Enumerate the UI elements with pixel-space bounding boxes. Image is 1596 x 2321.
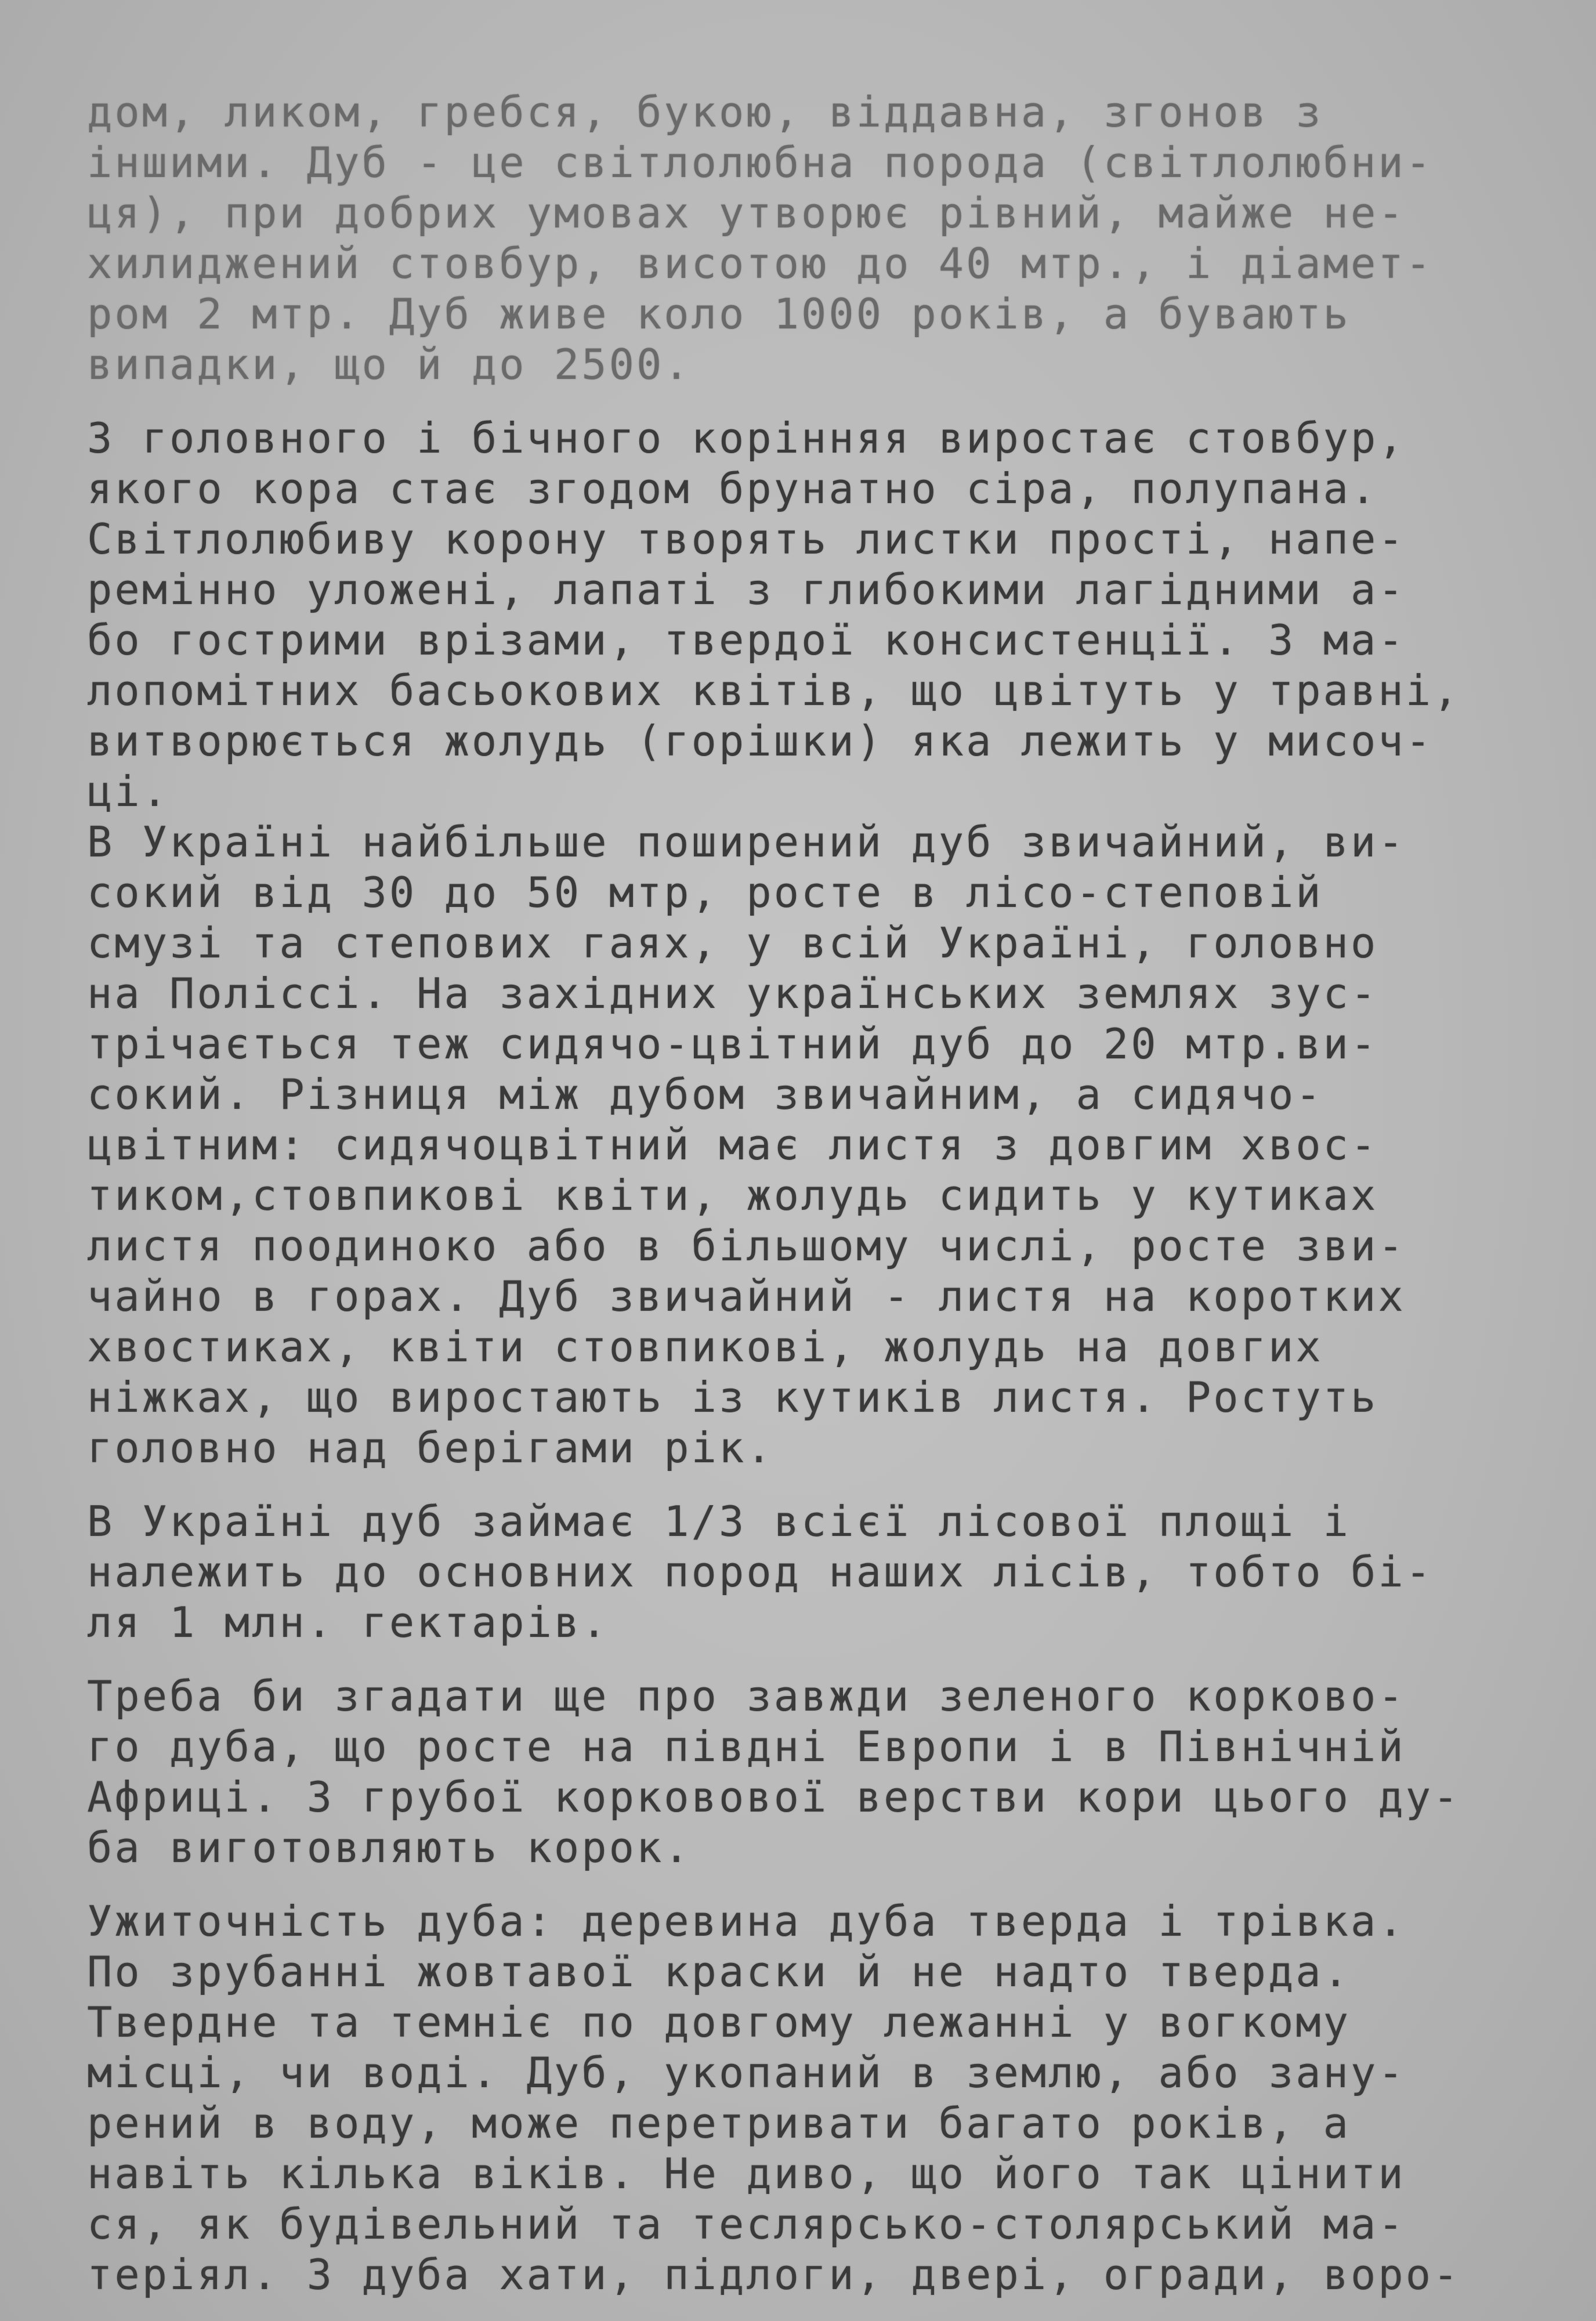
text-line: рений в воду, може перетривати багато років, а: [87, 2099, 1351, 2148]
text-line: якого кора стає згодом брунатно сіра, полупана.: [87, 464, 1378, 513]
text-line: належить до основних пород наших лісів, тобто бі-: [87, 1548, 1434, 1596]
text-line: листя поодиноко або в більшому числі, росте зви-: [87, 1221, 1406, 1270]
text-line: Світлолюбиву корону творять листки прості, напе-: [87, 515, 1406, 563]
text-line: навіть кілька віків. Не диво, що його так цінити: [87, 2149, 1406, 2198]
text-line: Треба би згадати ще про завжди зеленого корково-: [87, 1672, 1406, 1720]
text-line: на Поліссі. На західних українських землях зус-: [87, 969, 1378, 1018]
text-line: го дуба, що росте на півдні Европи і в Північній: [87, 1722, 1406, 1771]
text-line: сокий від 30 до 50 мтр, росте в лісо-степовій: [87, 868, 1323, 917]
text-line: чайно в горах. Дуб звичайний - листя на коротких: [87, 1272, 1406, 1321]
text-line: сокий. Різниця між дубом звичайним, а сидячо-: [87, 1070, 1323, 1119]
text-line: По зрубанні жовтавої краски й не надто тверда.: [87, 1947, 1351, 1996]
text-line: місці, чи воді. Дуб, укопаний в землю, або зану-: [87, 2048, 1406, 2097]
text-line: цвітним: сидячоцвітний має листя з довгим хвос-: [87, 1120, 1378, 1169]
text-line: ця), при добрих умовах утворює рівний, майже не-: [87, 189, 1406, 237]
paragraph-gap: [87, 390, 1503, 413]
text-line: смузі та степових гаях, у всій Україні, головно: [87, 919, 1378, 967]
paragraph-2: [87, 413, 1503, 1473]
text-line: ся, як будівельний та теслярсько-столярський ма-: [87, 2200, 1406, 2248]
paragraph-gap: [87, 1473, 1503, 1496]
text-line: витворюється жолудь (горішки) яка лежить у мисоч-: [87, 717, 1434, 765]
text-line: Ужиточність дуба: деревина дуба тверда і трівка.: [87, 1897, 1406, 1946]
text-line: іншими. Дуб - це світлолюбна порода (світлолюбни-: [87, 138, 1434, 187]
text-line: хвостиках, квіти стовпикові, жолудь на довгих: [87, 1322, 1323, 1371]
paragraph-gap: [87, 1648, 1503, 1671]
text-line: тиком,стовпикові квіти, жолудь сидить у кутиках: [87, 1171, 1378, 1220]
text-line: ба виготовляють корок.: [87, 1823, 692, 1872]
text-line: Африці. З грубої корковової верстви кори цього ду-: [87, 1773, 1461, 1821]
text-line: Твердне та темніє по довгому лежанні у вогкому: [87, 1998, 1351, 2047]
paragraph-1: [87, 87, 1503, 390]
paragraph-3: [87, 1496, 1503, 1648]
paragraph-5: [87, 1896, 1503, 2300]
paragraph-4: [87, 1671, 1503, 1873]
text-line: З головного і бічного корінняя виростає стовбур,: [87, 414, 1406, 462]
text-line: бо гострими врізами, твердої консистенції. З ма-: [87, 616, 1406, 664]
text-line: лопомітних басьокових квітів, що цвітуть у травні,: [87, 666, 1461, 715]
text-line: дом, ликом, гребся, букою, віддавна, згонов з: [87, 88, 1323, 136]
text-line: випадки, що й до 2500.: [87, 340, 692, 389]
text-line: ром 2 мтр. Дуб живе коло 1000 років, а бувають: [87, 290, 1351, 338]
text-line: ніжках, що виростають із кутиків листя. Ростуть: [87, 1373, 1378, 1422]
text-line: головно над берігами рік.: [87, 1423, 774, 1472]
text-line: В Україні дуб займає 1/3 всієї лісової площі і: [87, 1497, 1351, 1546]
paragraph-gap: [87, 1873, 1503, 1896]
text-line: В Україні найбільше поширений дуб звичайний, ви-: [87, 818, 1406, 866]
text-line: ці.: [87, 767, 170, 816]
text-line: ремінно уложені, лапаті з глибокими лагідними а-: [87, 565, 1406, 614]
text-line: ля 1 млн. гектарів.: [87, 1598, 609, 1647]
text-line: трічається теж сидячо-цвітний дуб до 20 мтр.ви-: [87, 1019, 1378, 1068]
text-line: хилиджений стовбур, висотою до 40 мтр., і діамет-: [87, 239, 1434, 288]
text-line: теріял. З дуба хати, підлоги, двері, огради, воро-: [87, 2250, 1461, 2299]
